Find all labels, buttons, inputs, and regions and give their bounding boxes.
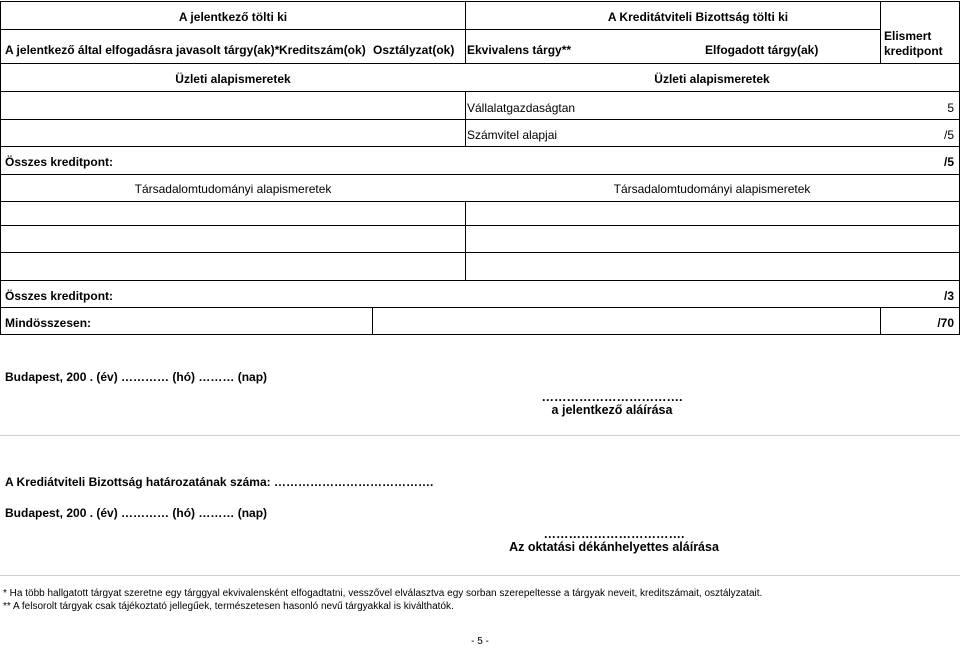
- committee-fills-heading: A Kreditátviteli Bizottság tölti ki: [607, 10, 789, 24]
- social-total-label: Összes kreditpont:: [5, 289, 114, 303]
- committee-date-line: Budapest, 200 . (év) ………… (hó) ……… (nap): [5, 506, 268, 520]
- dean-signature-dots: …………………………….: [543, 527, 685, 541]
- dean-signature-caption: Az oktatási dékánhelyettes aláírása: [509, 540, 719, 554]
- applicant-signature-caption: a jelentkező aláírása: [551, 403, 673, 417]
- col-grade: Osztályzat(ok): [373, 43, 455, 57]
- business-subject-1: Vállalatgazdaságtan: [467, 101, 576, 115]
- business-title-left: Üzleti alapismeretek: [175, 72, 291, 86]
- social-total-value: /3: [943, 289, 954, 303]
- col-accepted: Elfogadott tárgy(ak): [705, 43, 819, 57]
- col-credits: Kreditszám(ok): [279, 43, 366, 57]
- grand-total-value: /70: [937, 316, 954, 330]
- committee-decision-number: A Krediátviteli Bizottság határozatának száma: ………………………………….: [5, 475, 434, 489]
- col-recognized-line2: kreditpont: [884, 44, 943, 58]
- col-recognized-line1: Elismert: [884, 29, 932, 43]
- applicant-fills-heading: A jelentkező tölti ki: [178, 10, 288, 24]
- col-equivalent: Ekvivalens tárgy**: [467, 43, 572, 57]
- business-credit-1: 5: [947, 101, 954, 115]
- business-subject-2: Számvitel alapjai: [467, 128, 558, 142]
- page-number: - 5 -: [471, 636, 489, 647]
- footnote-2: ** A felsorolt tárgyak csak tájékoztató jellegűek, természetesen hasonló nevű tárgyakkal is kiválthatók.: [3, 601, 454, 612]
- business-total-label: Összes kreditpont:: [5, 155, 114, 169]
- social-title-left: Társadalomtudományi alapismeretek: [134, 182, 332, 196]
- business-title-right: Üzleti alapismeretek: [654, 72, 770, 86]
- business-credit-2: /5: [943, 128, 954, 142]
- footnote-1: * Ha több hallgatott tárgyat szeretne egy tárggyal ekvivalensként elfogadtatni, vesszővel elválasztva egy sorban szerepeltesse a tárgyak neveit, kreditszámait, osztályzatait.: [3, 588, 763, 599]
- business-total-value: /5: [943, 155, 954, 169]
- grand-total-label: Mindösszesen:: [5, 316, 92, 330]
- applicant-date-line: Budapest, 200 . (év) ………… (hó) ……… (nap): [5, 370, 268, 384]
- applicant-signature-dots: …………………………….: [541, 390, 683, 404]
- col-proposed-subjects: A jelentkező által elfogadásra javasolt tárgy(ak)*: [5, 43, 280, 57]
- social-title-right: Társadalomtudományi alapismeretek: [613, 182, 811, 196]
